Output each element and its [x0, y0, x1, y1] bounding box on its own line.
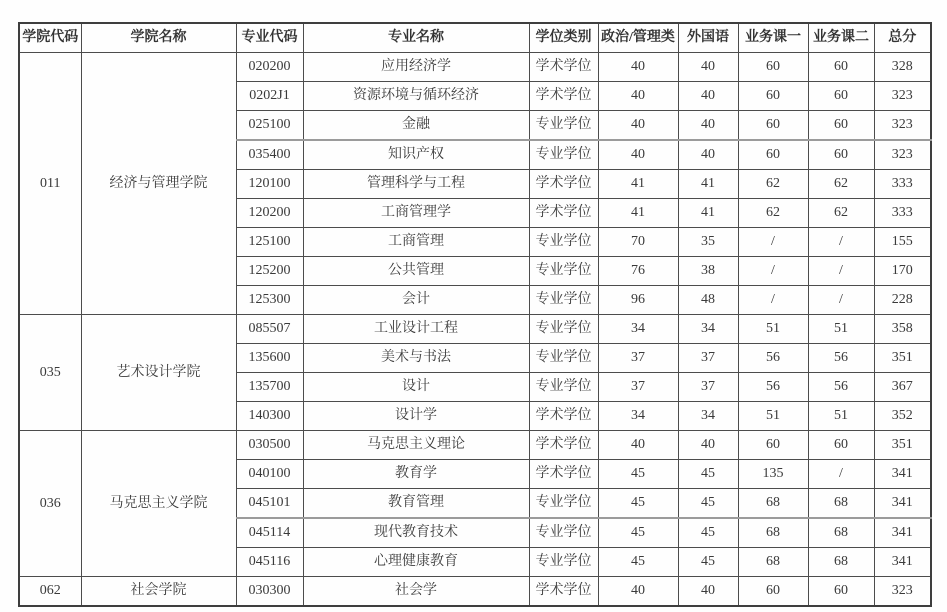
cell-politics: 76	[598, 257, 678, 286]
cell-foreign-language: 45	[678, 460, 738, 489]
cell-course-one: 60	[738, 111, 808, 141]
cell-major-code: 140300	[236, 402, 303, 431]
cell-politics: 40	[598, 140, 678, 170]
cell-course-two: /	[808, 228, 874, 257]
cell-course-two: 56	[808, 344, 874, 373]
cell-degree-type: 学术学位	[529, 199, 598, 228]
cell-politics: 40	[598, 82, 678, 111]
cell-major-name: 工商管理学	[303, 199, 529, 228]
cell-major-code: 120200	[236, 199, 303, 228]
table-header	[19, 23, 931, 53]
cell-politics: 40	[598, 53, 678, 82]
cell-course-two: 60	[808, 577, 874, 607]
cell-degree-type: 学术学位	[529, 170, 598, 199]
table-row	[19, 315, 931, 344]
cell-major-code: 135700	[236, 373, 303, 402]
cell-foreign-language: 40	[678, 431, 738, 460]
cell-college-name: 经济与管理学院	[81, 53, 236, 315]
cell-major-name: 应用经济学	[303, 53, 529, 82]
cell-college-code: 036	[19, 431, 81, 577]
cell-major-name: 马克思主义理论	[303, 431, 529, 460]
cell-course-one: 68	[738, 548, 808, 577]
cell-total: 341	[874, 489, 931, 519]
cell-course-one: 56	[738, 373, 808, 402]
cell-course-one: 60	[738, 53, 808, 82]
cell-politics: 34	[598, 402, 678, 431]
cell-major-code: 045116	[236, 548, 303, 577]
cell-major-code: 045114	[236, 518, 303, 548]
cell-course-one: 51	[738, 402, 808, 431]
cell-politics: 40	[598, 111, 678, 141]
cell-degree-type: 专业学位	[529, 315, 598, 344]
cell-degree-type: 专业学位	[529, 344, 598, 373]
cell-course-one: 135	[738, 460, 808, 489]
table-row	[19, 53, 931, 82]
cell-foreign-language: 48	[678, 286, 738, 315]
cell-major-name: 金融	[303, 111, 529, 141]
cell-total: 228	[874, 286, 931, 315]
cell-course-one: 60	[738, 82, 808, 111]
cell-total: 358	[874, 315, 931, 344]
cell-politics: 96	[598, 286, 678, 315]
cell-major-name: 资源环境与循环经济	[303, 82, 529, 111]
cell-degree-type: 学术学位	[529, 82, 598, 111]
cell-degree-type: 专业学位	[529, 140, 598, 170]
cell-major-code: 025100	[236, 111, 303, 141]
cell-total: 333	[874, 170, 931, 199]
cell-course-two: 51	[808, 402, 874, 431]
cell-major-name: 管理科学与工程	[303, 170, 529, 199]
cell-total: 328	[874, 53, 931, 82]
cell-degree-type: 学术学位	[529, 402, 598, 431]
cell-course-one: 68	[738, 489, 808, 519]
cell-course-one: 60	[738, 140, 808, 170]
cell-major-name: 现代教育技术	[303, 518, 529, 548]
cell-major-name: 知识产权	[303, 140, 529, 170]
cell-politics: 41	[598, 170, 678, 199]
cell-total: 170	[874, 257, 931, 286]
cell-major-code: 125200	[236, 257, 303, 286]
cell-foreign-language: 41	[678, 199, 738, 228]
cell-major-code: 085507	[236, 315, 303, 344]
cell-course-two: 62	[808, 170, 874, 199]
cell-politics: 34	[598, 315, 678, 344]
cell-college-name: 艺术设计学院	[81, 315, 236, 431]
admission-scores-table	[18, 22, 932, 607]
cell-course-two: 68	[808, 548, 874, 577]
cell-major-code: 040100	[236, 460, 303, 489]
cell-major-code: 120100	[236, 170, 303, 199]
cell-course-two: 62	[808, 199, 874, 228]
cell-major-name: 工商管理	[303, 228, 529, 257]
cell-course-two: 68	[808, 489, 874, 519]
cell-foreign-language: 45	[678, 518, 738, 548]
cell-course-one: /	[738, 257, 808, 286]
cell-course-two: 60	[808, 82, 874, 111]
cell-foreign-language: 40	[678, 140, 738, 170]
cell-course-one: /	[738, 286, 808, 315]
cell-major-name: 心理健康教育	[303, 548, 529, 577]
cell-degree-type: 学术学位	[529, 53, 598, 82]
cell-foreign-language: 40	[678, 577, 738, 607]
cell-major-name: 公共管理	[303, 257, 529, 286]
cell-course-one: 68	[738, 518, 808, 548]
cell-total: 323	[874, 82, 931, 111]
cell-total: 341	[874, 460, 931, 489]
cell-degree-type: 学术学位	[529, 577, 598, 607]
cell-course-two: 51	[808, 315, 874, 344]
cell-college-code: 062	[19, 577, 81, 607]
cell-total: 333	[874, 199, 931, 228]
cell-degree-type: 专业学位	[529, 111, 598, 141]
cell-degree-type: 学术学位	[529, 460, 598, 489]
cell-foreign-language: 38	[678, 257, 738, 286]
cell-degree-type: 专业学位	[529, 373, 598, 402]
cell-degree-type: 专业学位	[529, 548, 598, 577]
cell-course-two: /	[808, 286, 874, 315]
cell-politics: 45	[598, 518, 678, 548]
cell-foreign-language: 45	[678, 489, 738, 519]
cell-course-one: 60	[738, 431, 808, 460]
cell-college-code: 011	[19, 53, 81, 315]
cell-degree-type: 专业学位	[529, 286, 598, 315]
cell-foreign-language: 41	[678, 170, 738, 199]
cell-major-code: 030300	[236, 577, 303, 607]
column-header-degree-type: 学位类别	[529, 23, 598, 53]
cell-politics: 45	[598, 489, 678, 519]
cell-politics: 37	[598, 373, 678, 402]
column-header-total: 总分	[874, 23, 931, 53]
column-header-foreign-language: 外国语	[678, 23, 738, 53]
cell-major-name: 教育管理	[303, 489, 529, 519]
cell-course-two: 60	[808, 140, 874, 170]
cell-major-name: 工业设计工程	[303, 315, 529, 344]
column-header-course-two: 业务课二	[808, 23, 874, 53]
cell-total: 155	[874, 228, 931, 257]
cell-politics: 37	[598, 344, 678, 373]
table-body	[19, 53, 931, 607]
cell-college-code: 035	[19, 315, 81, 431]
cell-course-one: 51	[738, 315, 808, 344]
cell-degree-type: 专业学位	[529, 257, 598, 286]
cell-major-name: 会计	[303, 286, 529, 315]
column-header-major-name: 专业名称	[303, 23, 529, 53]
column-header-college-name: 学院名称	[81, 23, 236, 53]
cell-course-one: 60	[738, 577, 808, 607]
cell-foreign-language: 40	[678, 53, 738, 82]
cell-college-name: 马克思主义学院	[81, 431, 236, 577]
cell-major-name: 教育学	[303, 460, 529, 489]
cell-politics: 41	[598, 199, 678, 228]
cell-course-one: 62	[738, 199, 808, 228]
cell-foreign-language: 35	[678, 228, 738, 257]
cell-major-name: 美术与书法	[303, 344, 529, 373]
cell-course-one: 62	[738, 170, 808, 199]
cell-foreign-language: 40	[678, 82, 738, 111]
cell-total: 367	[874, 373, 931, 402]
cell-major-name: 社会学	[303, 577, 529, 607]
cell-politics: 45	[598, 460, 678, 489]
cell-major-code: 135600	[236, 344, 303, 373]
cell-major-code: 0202J1	[236, 82, 303, 111]
column-header-college-code: 学院代码	[19, 23, 81, 53]
cell-major-code: 045101	[236, 489, 303, 519]
cell-major-code: 030500	[236, 431, 303, 460]
header-row	[19, 23, 931, 53]
cell-course-two: 60	[808, 431, 874, 460]
cell-foreign-language: 34	[678, 315, 738, 344]
cell-foreign-language: 40	[678, 111, 738, 141]
cell-foreign-language: 45	[678, 548, 738, 577]
cell-degree-type: 专业学位	[529, 489, 598, 519]
cell-total: 352	[874, 402, 931, 431]
cell-foreign-language: 37	[678, 344, 738, 373]
cell-politics: 40	[598, 577, 678, 607]
cell-politics: 45	[598, 548, 678, 577]
cell-major-code: 125100	[236, 228, 303, 257]
cell-foreign-language: 37	[678, 373, 738, 402]
cell-course-two: 56	[808, 373, 874, 402]
cell-total: 351	[874, 431, 931, 460]
cell-degree-type: 学术学位	[529, 431, 598, 460]
column-header-major-code: 专业代码	[236, 23, 303, 53]
cell-course-two: 68	[808, 518, 874, 548]
cell-course-one: 56	[738, 344, 808, 373]
cell-total: 323	[874, 140, 931, 170]
column-header-politics: 政治/管理类	[598, 23, 678, 53]
cell-major-code: 020200	[236, 53, 303, 82]
cell-degree-type: 专业学位	[529, 228, 598, 257]
cell-foreign-language: 34	[678, 402, 738, 431]
table-row	[19, 431, 931, 460]
cell-course-two: /	[808, 460, 874, 489]
column-header-course-one: 业务课一	[738, 23, 808, 53]
cell-total: 341	[874, 548, 931, 577]
cell-course-two: /	[808, 257, 874, 286]
cell-college-name: 社会学院	[81, 577, 236, 607]
cell-degree-type: 专业学位	[529, 518, 598, 548]
cell-major-code: 125300	[236, 286, 303, 315]
cell-course-one: /	[738, 228, 808, 257]
cell-total: 351	[874, 344, 931, 373]
cell-major-name: 设计	[303, 373, 529, 402]
cell-course-two: 60	[808, 53, 874, 82]
cell-course-two: 60	[808, 111, 874, 141]
table-row	[19, 577, 931, 607]
cell-total: 341	[874, 518, 931, 548]
cell-major-code: 035400	[236, 140, 303, 170]
cell-total: 323	[874, 111, 931, 141]
cell-major-name: 设计学	[303, 402, 529, 431]
cell-politics: 40	[598, 431, 678, 460]
cell-total: 323	[874, 577, 931, 607]
cell-politics: 70	[598, 228, 678, 257]
